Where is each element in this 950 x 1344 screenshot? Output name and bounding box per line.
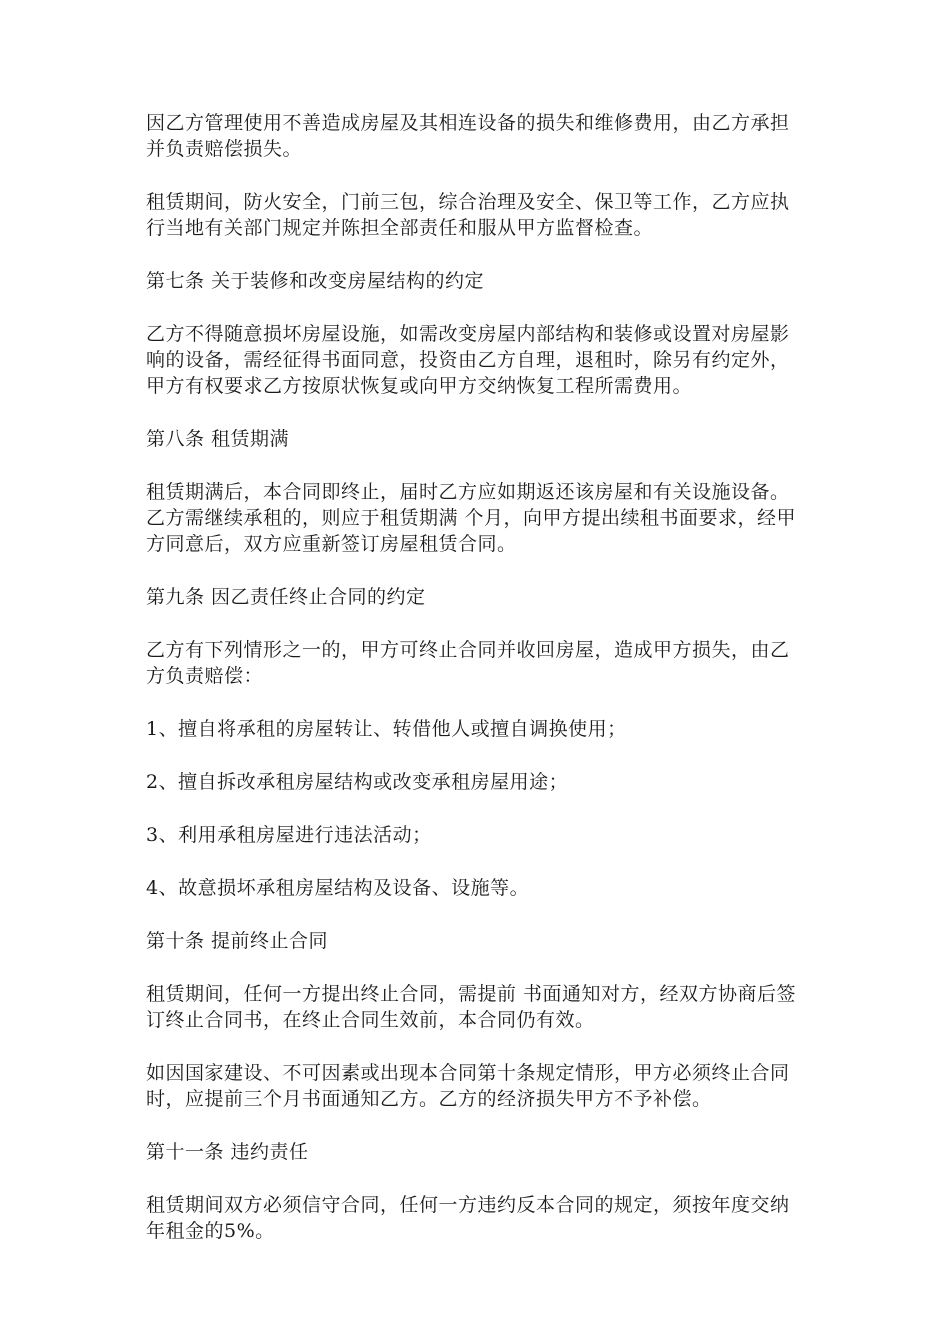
paragraph-safety-duties: 租赁期间，防火安全，门前三包，综合治理及安全、保卫等工作，乙方应执行当地有关部门规定并陈担全部责任和服从甲方监督检查。 [146, 191, 790, 239]
list-item-2: 2、擅自拆改承租房屋结构或改变承租房屋用途； [146, 771, 569, 793]
list-item-4: 4、故意损坏承租房屋结构及设备、设施等。 [146, 877, 530, 899]
paragraph-state-construction: 如因国家建设、不可因素或出现本合同第十条规定情形，甲方必须终止合同时，应提前三个月书面通知乙方。乙方的经济损失甲方不予补偿。 [146, 1062, 790, 1110]
heading-article-10: 第十条 提前终止合同 [146, 930, 329, 952]
paragraph-renovation-rules: 乙方不得随意损坏房屋设施，如需改变房屋内部结构和装修或设置对房屋影响的设备，需经征得书面同意，投资由乙方自理，退租时，除另有约定外，甲方有权要求乙方按原状恢复或向甲方交纳恢复工程所需费用。 [146, 323, 790, 397]
heading-article-7: 第七条 关于装修和改变房屋结构的约定 [146, 270, 485, 292]
document-body [146, 110, 808, 1271]
paragraph-termination-cases: 乙方有下列情形之一的，甲方可终止合同并收回房屋，造成甲方损失，由乙方负责赔偿： [146, 639, 790, 687]
list-item-3: 3、利用承租房屋进行违法活动； [146, 824, 432, 846]
paragraph-breach-liability: 租赁期间双方必须信守合同，任何一方违约反本合同的规定，须按年度交纳年租金的5%。 [146, 1194, 790, 1242]
paragraph-lease-expiry: 租赁期满后，本合同即终止，届时乙方应如期返还该房屋和有关设施设备。乙方需继续承租的，则应于租赁期满 个月，向甲方提出续租书面要求，经甲方同意后，双方应重新签订房屋租赁合同。 [146, 481, 797, 555]
heading-article-11: 第十一条 违约责任 [146, 1141, 309, 1163]
heading-article-9: 第九条 因乙责任终止合同的约定 [146, 586, 426, 608]
heading-article-8: 第八条 租赁期满 [146, 428, 290, 450]
paragraph-early-termination: 租赁期间，任何一方提出终止合同，需提前 书面通知对方，经双方协商后签订终止合同书，在终止合同生效前，本合同仍有效。 [146, 983, 797, 1031]
paragraph-damage-liability: 因乙方管理使用不善造成房屋及其相连设备的损失和维修费用，由乙方承担并负责赔偿损失。 [146, 112, 790, 160]
list-item-1: 1、擅自将承租的房屋转让、转借他人或擅自调换使用； [146, 718, 627, 740]
